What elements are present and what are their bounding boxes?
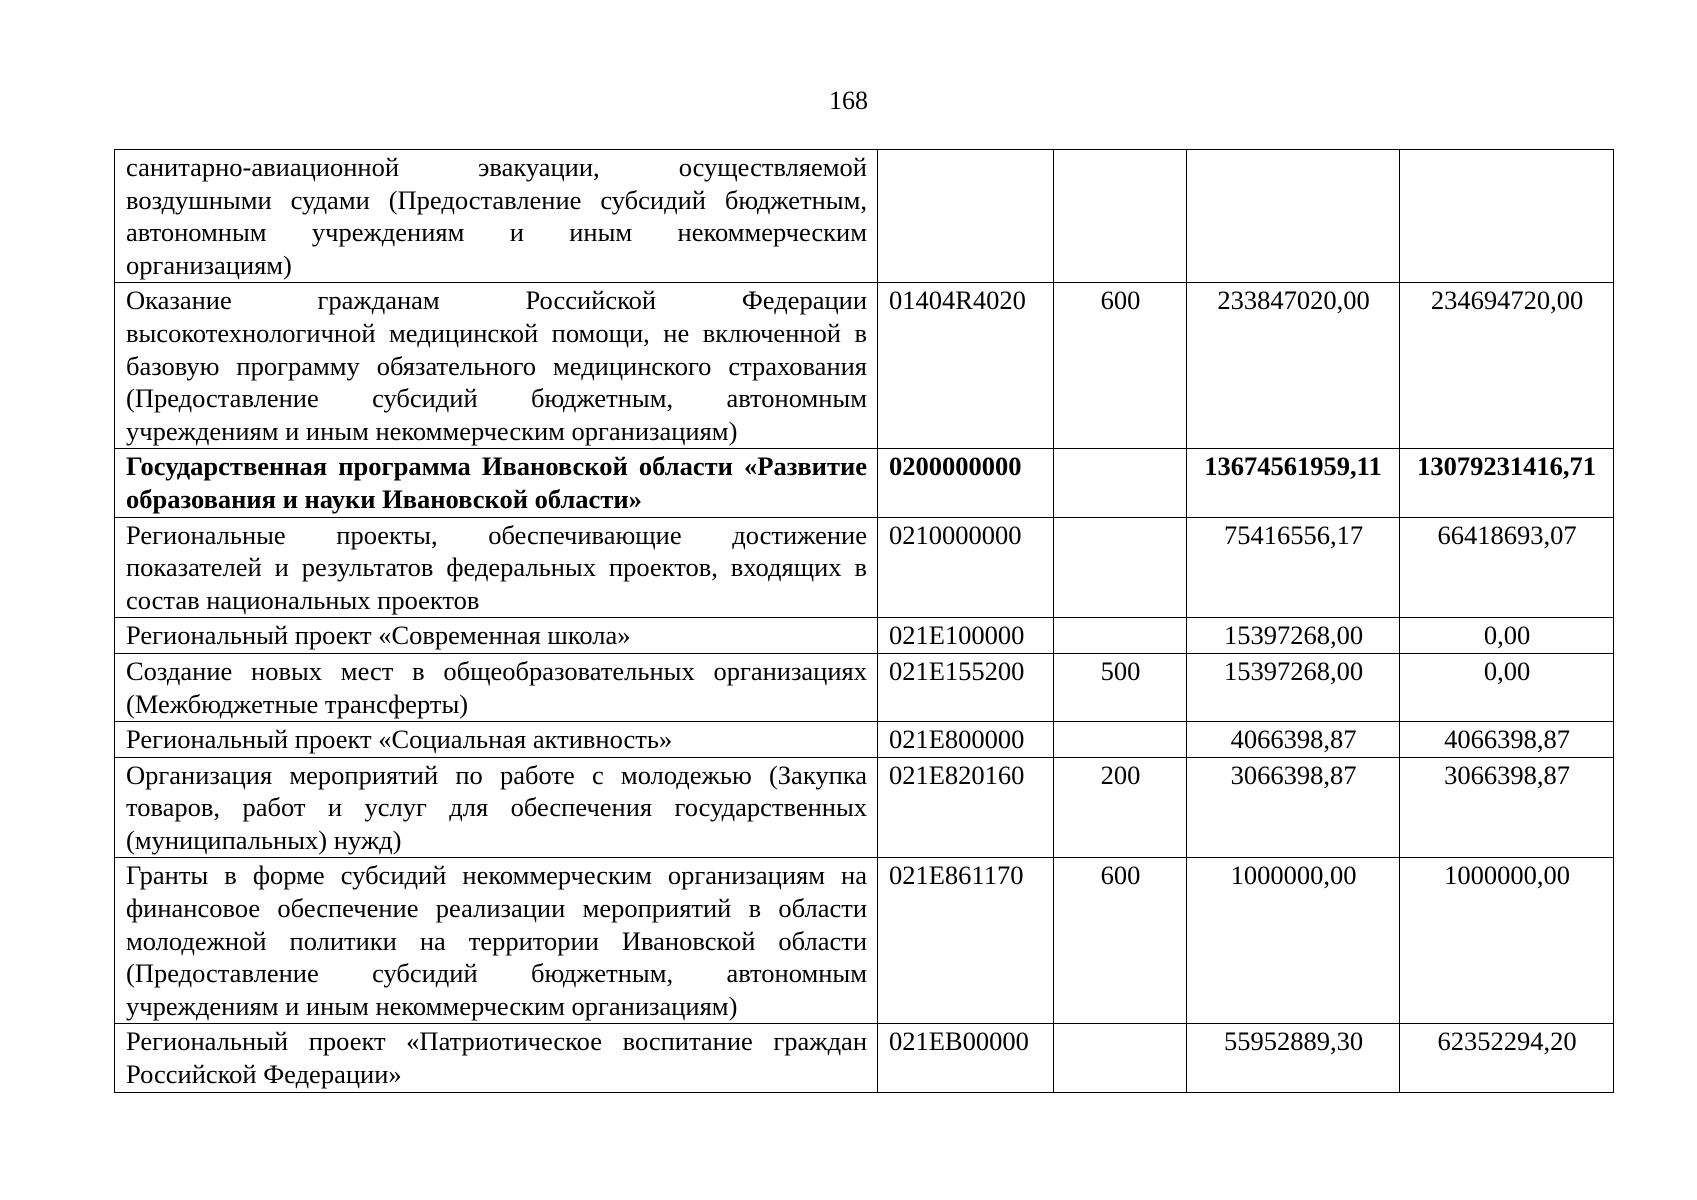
table-row (115, 858, 1614, 1024)
row-code: 021EB00000 (878, 1024, 1054, 1092)
row-expense-type: 600 (1054, 858, 1187, 1024)
row-code: 01404R4020 (878, 283, 1054, 449)
row-amount-year1: 75416556,17 (1187, 517, 1400, 618)
row-amount-year2: 0,00 (1400, 653, 1614, 721)
row-amount-year1 (1187, 150, 1400, 283)
row-code: 021E155200 (878, 653, 1054, 721)
row-name: Государственная программа Ивановской области «Развитие образования и науки Ивановской области» (115, 449, 878, 517)
row-amount-year1: 15397268,00 (1187, 653, 1400, 721)
row-amount-year2: 1000000,00 (1400, 858, 1614, 1024)
row-code: 021E800000 (878, 722, 1054, 758)
row-expense-type (1054, 1024, 1187, 1092)
row-name: Организация мероприятий по работе с молодежью (Закупка товаров, работ и услуг для обеспечения государственных (муниципальных) нужд) (115, 757, 878, 858)
row-amount-year1: 55952889,30 (1187, 1024, 1400, 1092)
row-code: 0210000000 (878, 517, 1054, 618)
row-expense-type: 500 (1054, 653, 1187, 721)
table-row (115, 618, 1614, 654)
row-code: 0200000000 (878, 449, 1054, 517)
row-amount-year2: 0,00 (1400, 618, 1614, 654)
row-amount-year2: 4066398,87 (1400, 722, 1614, 758)
row-amount-year2: 234694720,00 (1400, 283, 1614, 449)
table-row (115, 517, 1614, 618)
row-expense-type (1054, 618, 1187, 654)
row-amount-year1: 13674561959,11 (1187, 449, 1400, 517)
table-row (115, 1024, 1614, 1092)
row-amount-year2: 62352294,20 (1400, 1024, 1614, 1092)
row-amount-year1: 233847020,00 (1187, 283, 1400, 449)
row-name: санитарно-авиационной эвакуации, осуществляемой воздушными судами (Предоставление субсидий бюджетным, автономным учреждениям и иным некоммерческим организациям) (115, 150, 878, 283)
row-expense-type (1054, 449, 1187, 517)
row-amount-year2 (1400, 150, 1614, 283)
row-code: 021E861170 (878, 858, 1054, 1024)
row-amount-year2: 13079231416,71 (1400, 449, 1614, 517)
table-row (115, 283, 1614, 449)
row-name: Региональный проект «Современная школа» (115, 618, 878, 654)
page-number: 168 (829, 86, 868, 115)
row-amount-year1: 1000000,00 (1187, 858, 1400, 1024)
row-amount-year2: 3066398,87 (1400, 757, 1614, 858)
table-row (115, 757, 1614, 858)
row-expense-type (1054, 517, 1187, 618)
row-code: 021E820160 (878, 757, 1054, 858)
row-amount-year1: 15397268,00 (1187, 618, 1400, 654)
budget-table (114, 149, 1614, 1093)
row-name: Создание новых мест в общеобразовательных организациях (Межбюджетные трансферты) (115, 653, 878, 721)
row-expense-type: 200 (1054, 757, 1187, 858)
row-expense-type: 600 (1054, 283, 1187, 449)
row-code (878, 150, 1054, 283)
row-expense-type (1054, 150, 1187, 283)
row-amount-year1: 4066398,87 (1187, 722, 1400, 758)
row-name: Региональные проекты, обеспечивающие достижение показателей и результатов федеральных проектов, входящих в состав национальных проектов (115, 517, 878, 618)
table-row (115, 653, 1614, 721)
row-name: Региональный проект «Социальная активность» (115, 722, 878, 758)
row-name: Региональный проект «Патриотическое воспитание граждан Российской Федерации» (115, 1024, 878, 1092)
table-row (115, 150, 1614, 283)
row-amount-year1: 3066398,87 (1187, 757, 1400, 858)
row-amount-year2: 66418693,07 (1400, 517, 1614, 618)
row-expense-type (1054, 722, 1187, 758)
table-row (115, 722, 1614, 758)
row-name: Гранты в форме субсидий некоммерческим организациям на финансовое обеспечение реализации мероприятий в области молодежной политики на территории Ивановской области (Предоставление субсидий бюджетным, автономным учреждениям и иным некоммерческим организациям) (115, 858, 878, 1024)
row-name: Оказание гражданам Российской Федерации высокотехнологичной медицинской помощи, не включенной в базовую программу обязательного медицинского страхования (Предоставление субсидий бюджетным, автономным учреждениям и иным некоммерческим организациям) (115, 283, 878, 449)
table-row-program (115, 449, 1614, 517)
row-code: 021E100000 (878, 618, 1054, 654)
